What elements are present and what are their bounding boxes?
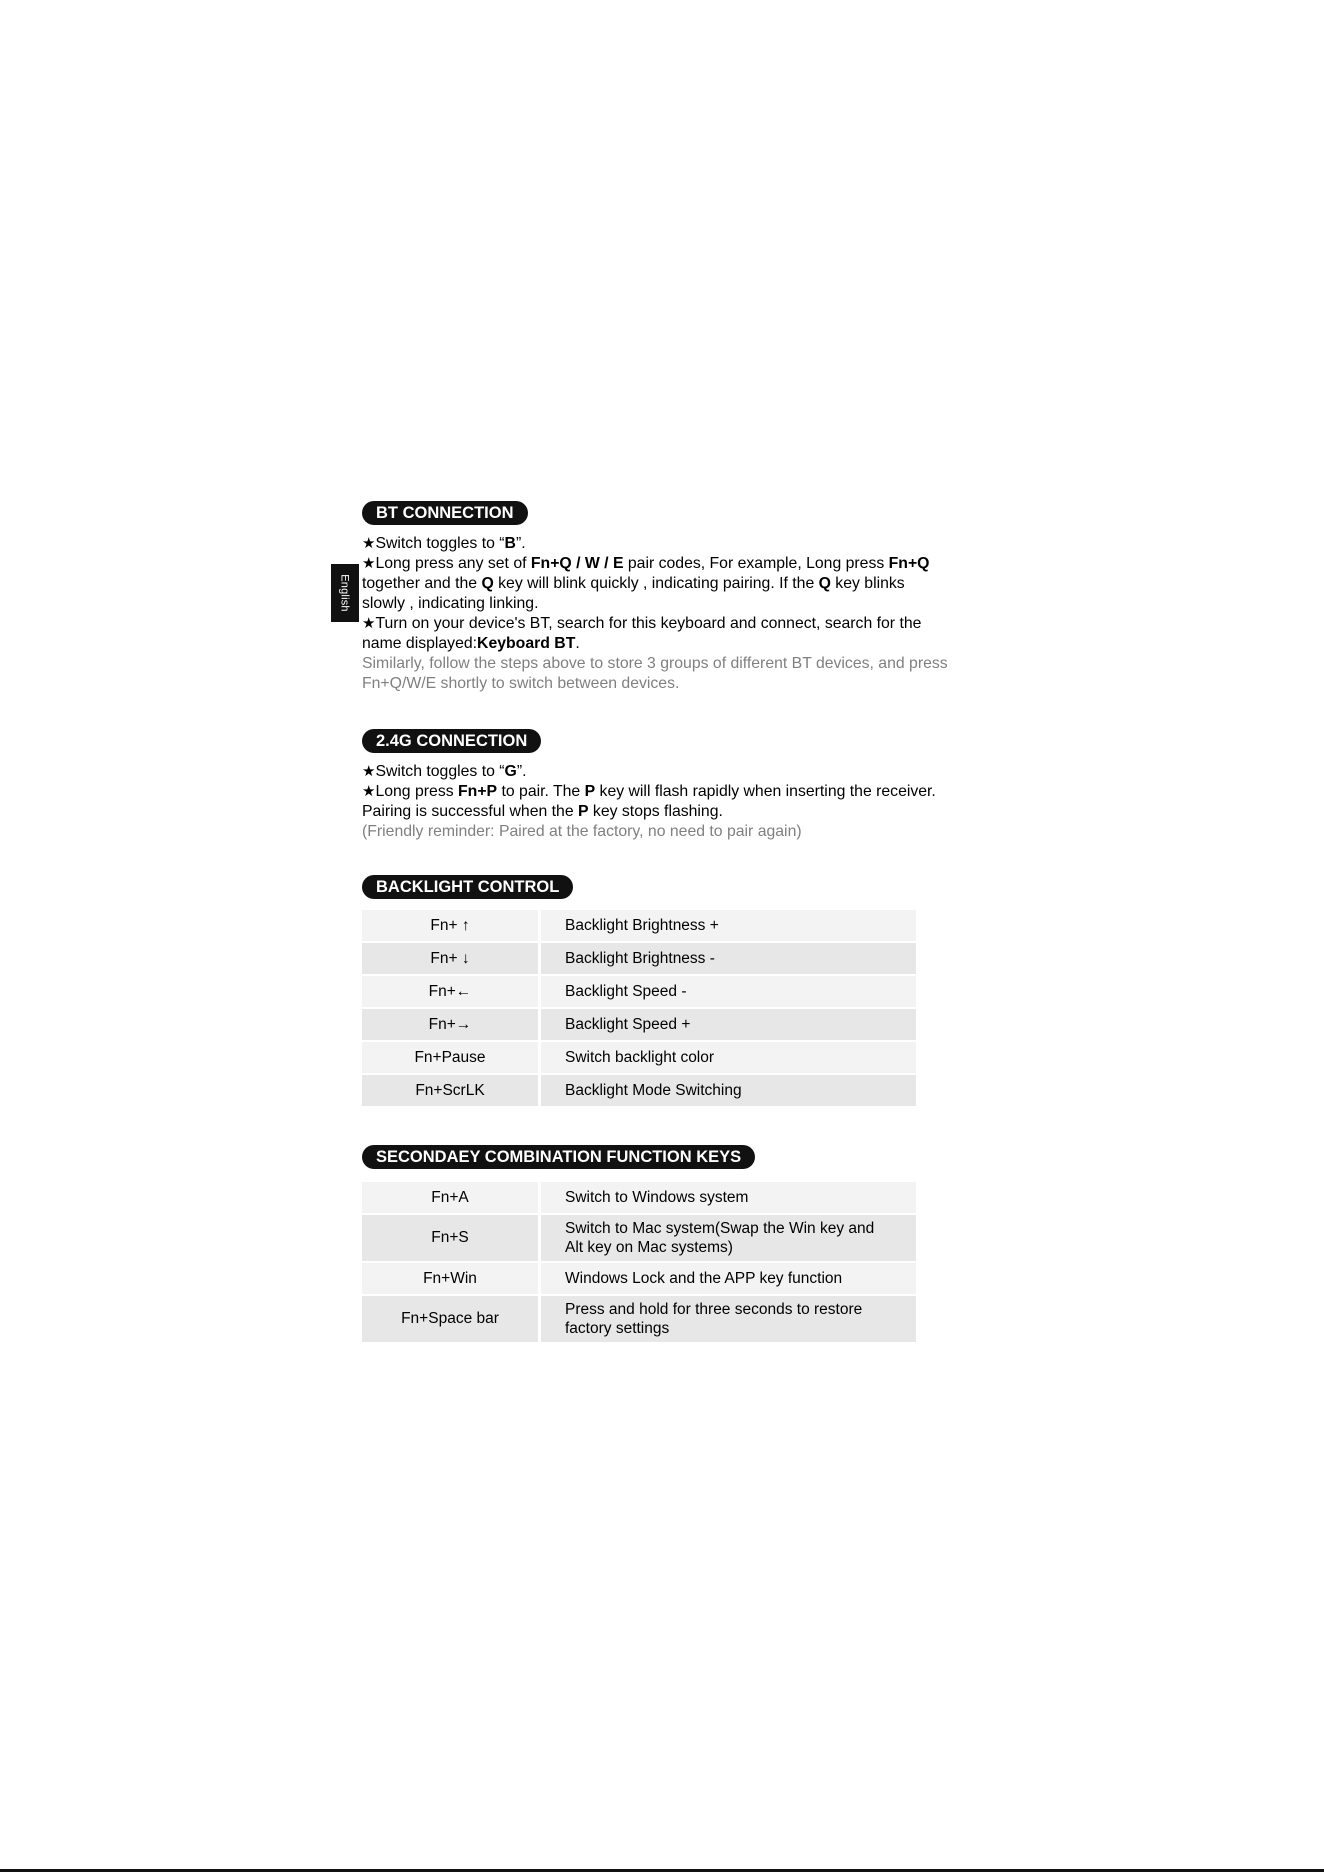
key-combo: Fn+→ [362,1009,538,1040]
bt-step-device: ★Turn on your device's BT, search for this keyboard and connect, search for the [362,615,922,632]
bt-connection-heading: BT CONNECTION [362,501,528,525]
backlight-control-heading: BACKLIGHT CONTROL [362,875,573,899]
table-row [362,1009,916,1040]
language-tab [331,564,359,622]
g24-step-pair: ★Long press Fn+P to pair. The P key will flash rapidly when inserting the receiver. [362,783,936,800]
bt-note-line1: Similarly, follow the steps above to store 3 groups of different BT devices, and press [362,655,948,672]
bt-connection-section [362,534,962,694]
function-desc: Switch to Mac system(Swap the Win key and Alt key on Mac systems) [541,1215,916,1261]
key-combo: Fn+← [362,976,538,1007]
language-tab-label: English [339,574,352,612]
g24-step-switch: ★Switch toggles to “G”. [362,763,527,780]
bt-step-device-name: name displayed:Keyboard BT. [362,635,580,652]
bt-step-pair-end: slowly , indicating linking. [362,595,539,612]
secondary-keys-heading: SECONDAEY COMBINATION FUNCTION KEYS [362,1145,755,1169]
function-desc: Backlight Brightness - [541,943,916,974]
bt-note-line2: Fn+Q/W/E shortly to switch between devices. [362,675,680,692]
bt-step-pair-cont: together and the Q key will blink quickly , indicating pairing. If the Q key blinks [362,575,905,592]
function-desc: Backlight Speed + [541,1009,916,1040]
function-desc: Backlight Brightness + [541,910,916,941]
g24-step-success: Pairing is successful when the P key stops flashing. [362,803,723,820]
table-row [362,910,916,941]
table-row [362,1215,916,1261]
table-row [362,976,916,1007]
secondary-table [362,1180,916,1344]
key-combo: Fn+Space bar [362,1296,538,1342]
key-combo: Fn+Win [362,1263,538,1294]
table-row [362,1182,916,1213]
function-desc: Switch to Windows system [541,1182,916,1213]
table-row [362,1263,916,1294]
backlight-table [362,908,916,1108]
key-combo: Fn+ ↓ [362,943,538,974]
key-combo: Fn+ScrLK [362,1075,538,1106]
g24-reminder: (Friendly reminder: Paired at the factory, no need to pair again) [362,823,802,840]
table-row [362,1296,916,1342]
key-combo: Fn+ ↑ [362,910,538,941]
key-combo: Fn+S [362,1215,538,1261]
function-desc: Switch backlight color [541,1042,916,1073]
g24-connection-heading: 2.4G CONNECTION [362,729,541,753]
function-desc: Press and hold for three seconds to restore factory settings [541,1296,916,1342]
table-row [362,1075,916,1106]
bt-step-pair: ★Long press any set of Fn+Q / W / E pair codes, For example, Long press Fn+Q [362,555,930,572]
function-desc: Backlight Mode Switching [541,1075,916,1106]
key-combo: Fn+A [362,1182,538,1213]
g24-connection-section [362,762,962,842]
function-desc: Backlight Speed - [541,976,916,1007]
table-row [362,1042,916,1073]
table-row [362,943,916,974]
bt-step-switch: ★Switch toggles to “B”. [362,535,526,552]
key-combo: Fn+Pause [362,1042,538,1073]
function-desc: Windows Lock and the APP key function [541,1263,916,1294]
